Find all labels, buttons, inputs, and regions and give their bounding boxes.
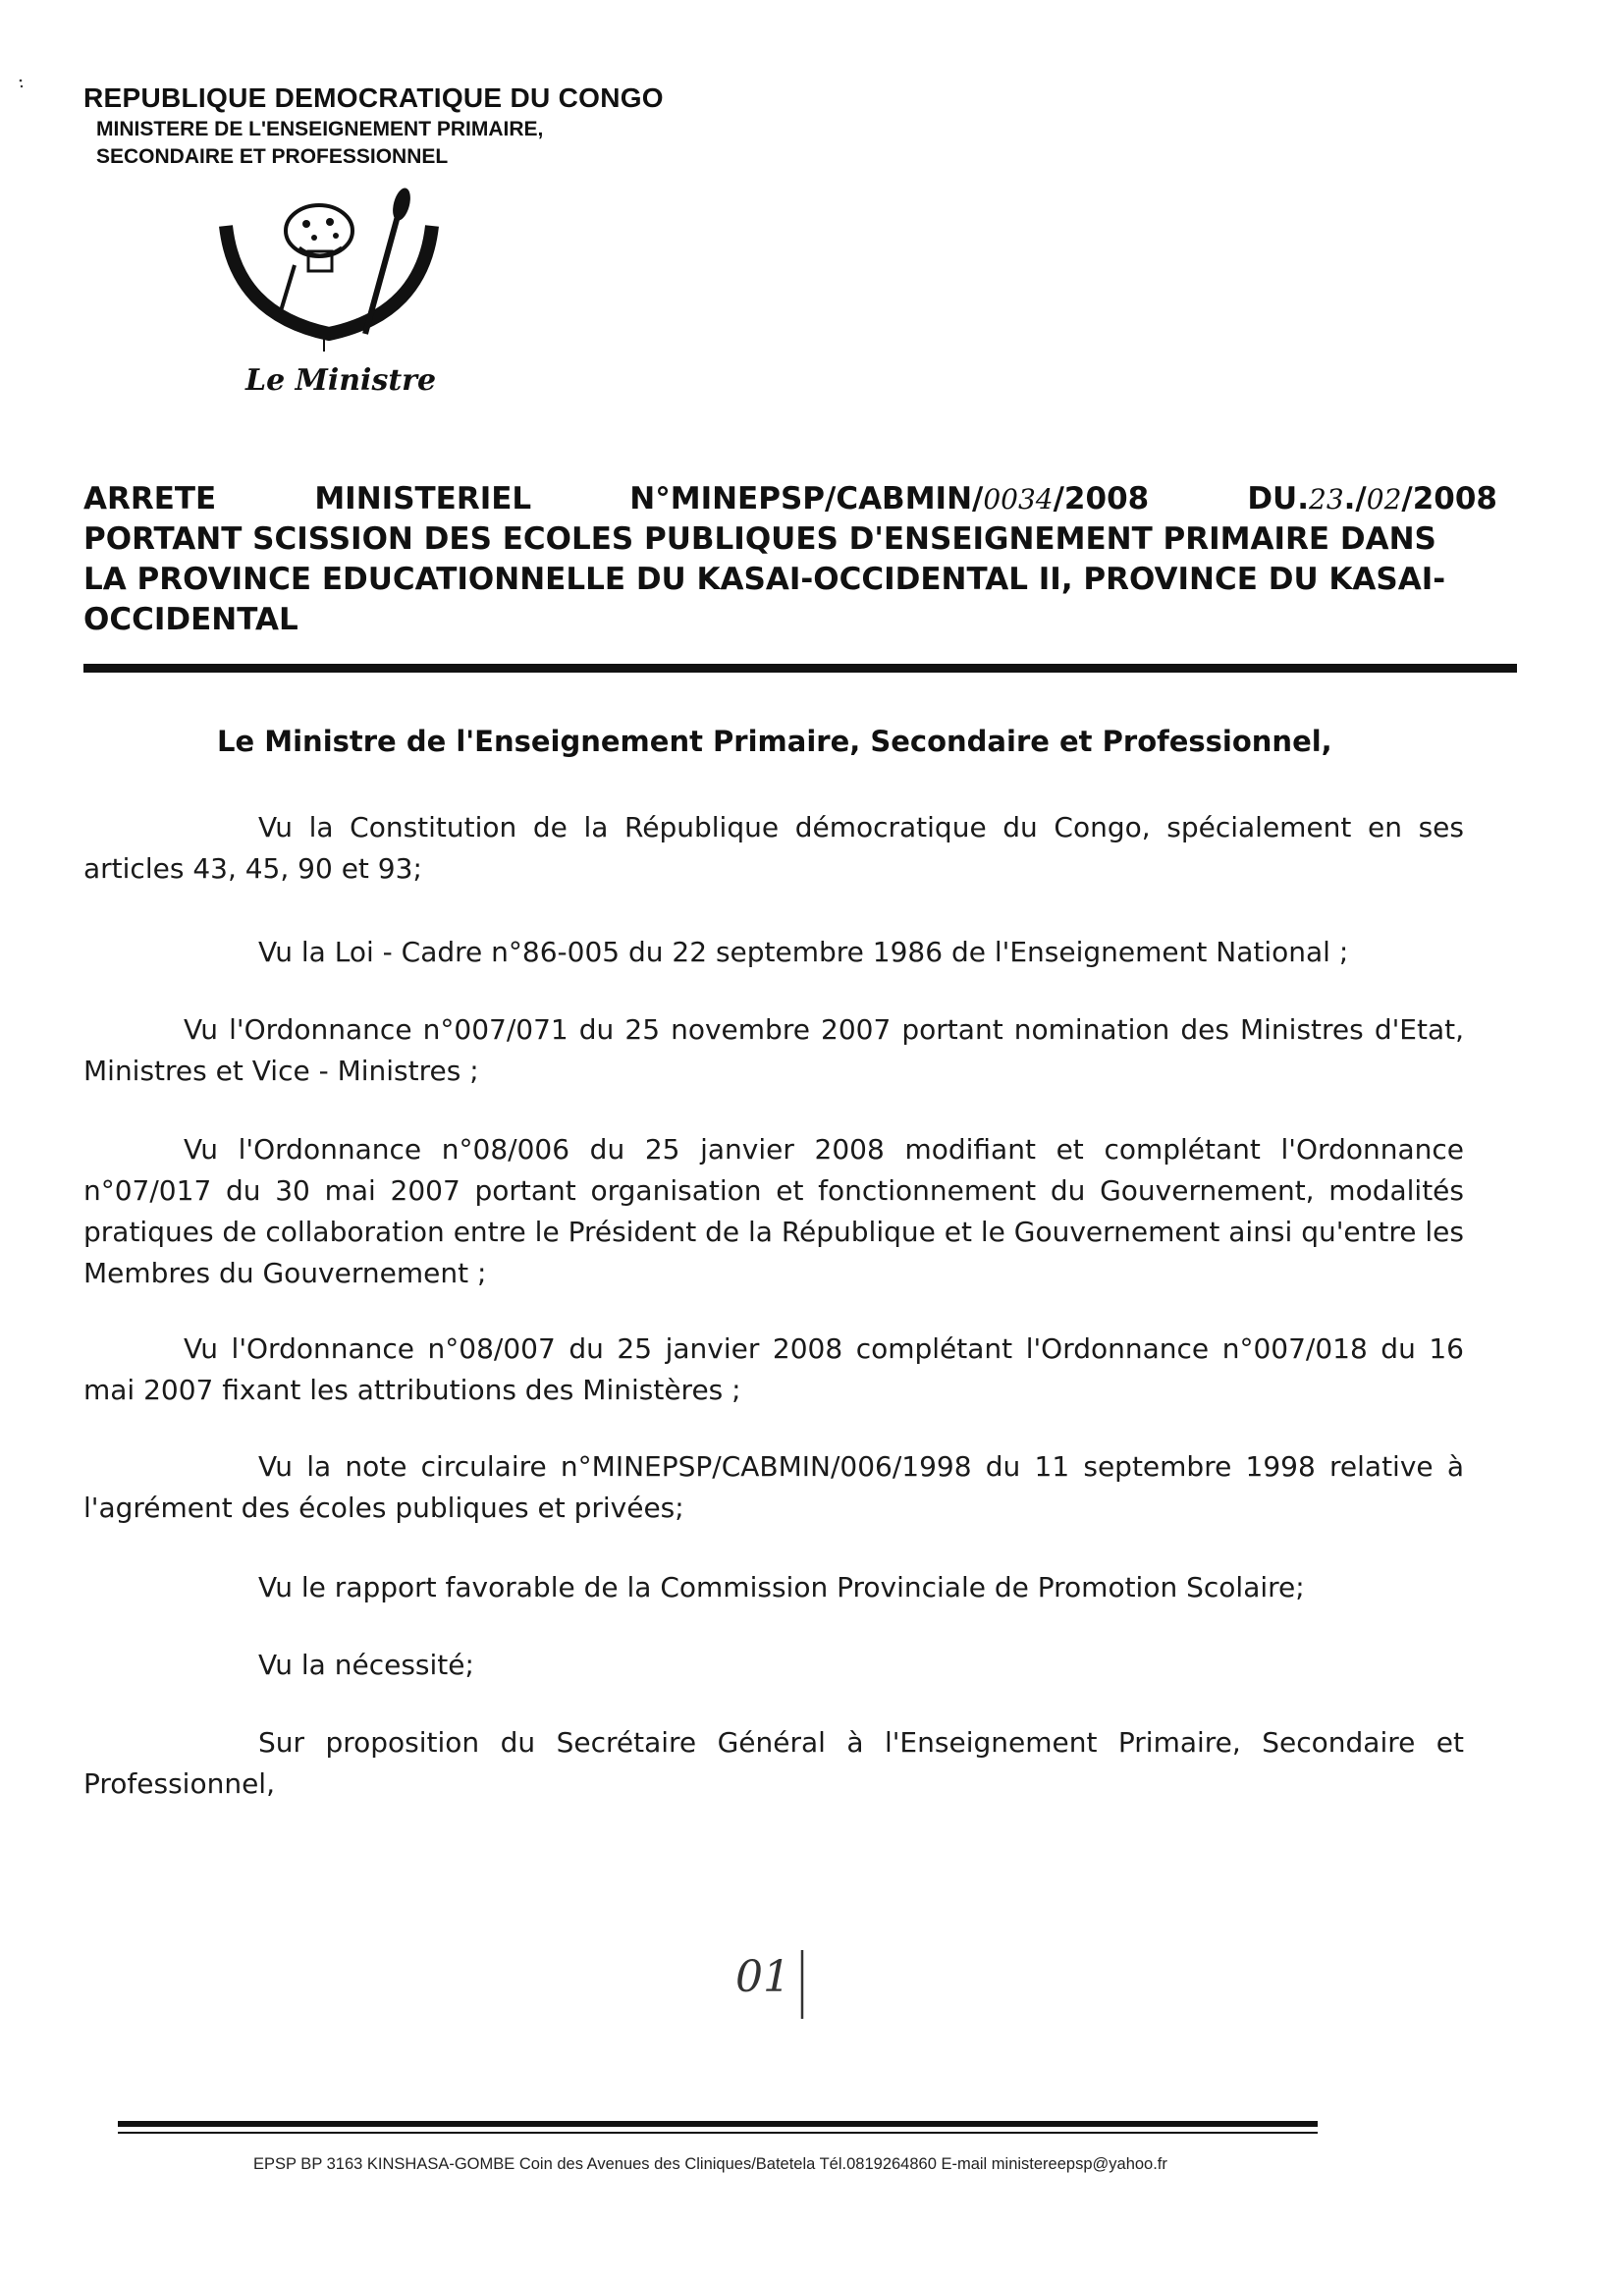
handwritten-reference-number: 0034 xyxy=(983,483,1054,516)
scan-speck-icon xyxy=(18,79,27,88)
reference-prefix: N°MINEPSP/CABMIN/ xyxy=(629,481,984,516)
handwritten-date-day: 23 xyxy=(1309,483,1344,516)
footer-address: EPSP BP 3163 KINSHASA-GOMBE Coin des Avenues des Cliniques/Batetela Tél.0819264860 E-mail ministereepsp@yahoo.fr xyxy=(253,2155,1167,2173)
title-word-ministeriel: MINISTERIEL xyxy=(314,481,532,516)
signatory-title: Le Ministre xyxy=(245,363,437,398)
recital-loi-cadre: Vu la Loi - Cadre n°86-005 du 22 septembre 1986 de l'Enseignement National ; xyxy=(258,936,1349,968)
preamble-intro: Le Ministre de l'Enseignement Primaire, Secondaire et Professionnel, xyxy=(217,725,1332,758)
date-separator: ./ xyxy=(1343,481,1367,516)
recital-rapport-favorable: Vu le rapport favorable de la Commission Provinciale de Promotion Scolaire; xyxy=(258,1571,1305,1603)
coat-of-arms-emblem-icon xyxy=(196,187,461,353)
date-prefix: DU. xyxy=(1247,481,1309,516)
recital-ordonnance-08-006: Vu l'Ordonnance n°08/006 du 25 janvier 2008 modifiant et complétant l'Ordonnance n°07/017 du 30 mai 2007 portant organisation et fonctionnement du Gouvernement, modalités pratiques de collaboration entre le Président de la République et le Gouvernement ainsi qu'entre les Membres du Gouvernement ; xyxy=(83,1133,1464,1289)
recital-ordonnance-007-071: Vu l'Ordonnance n°007/071 du 25 novembre 2007 portant nomination des Ministres d'Etat, Ministres et Vice - Ministres ; xyxy=(83,1013,1464,1087)
svg-text:01: 01 xyxy=(735,1952,790,2002)
recital-necessite: Vu la nécessité; xyxy=(258,1649,474,1681)
footer-rule-thin xyxy=(118,2132,1318,2134)
title-word-arrete: ARRETE xyxy=(83,481,217,516)
title-line-2: PORTANT SCISSION DES ECOLES PUBLIQUES D'ENSEIGNEMENT PRIMAIRE DANS xyxy=(83,521,1436,557)
handwritten-page-number xyxy=(731,1942,830,2021)
recital-ordonnance-08-007: Vu l'Ordonnance n°08/007 du 25 janvier 2008 complétant l'Ordonnance n°007/018 du 16 mai 2007 fixant les attributions des Ministères ; xyxy=(83,1332,1464,1406)
ministry-heading-line2: SECONDAIRE ET PROFESSIONNEL xyxy=(96,145,449,168)
title-line-4: OCCIDENTAL xyxy=(83,602,298,637)
footer-rule-thick xyxy=(118,2121,1318,2127)
handwritten-date-month: 02 xyxy=(1366,483,1402,516)
date-year: /2008 xyxy=(1401,481,1497,516)
recital-proposition: Sur proposition du Secrétaire Général à l'Enseignement Primaire, Secondaire et Professionnel, xyxy=(83,1726,1464,1800)
title-divider xyxy=(83,664,1517,673)
ministry-heading-line1: MINISTERE DE L'ENSEIGNEMENT PRIMAIRE, xyxy=(96,118,544,140)
decree-reference xyxy=(629,479,1149,519)
recital-constitution: Vu la Constitution de la République démocratique du Congo, spécialement en ses articles 43, 45, 90 et 93; xyxy=(83,811,1464,885)
reference-year: /2008 xyxy=(1053,481,1150,516)
decree-date xyxy=(1247,479,1497,519)
decree-title xyxy=(83,479,1497,640)
recital-note-circulaire: Vu la note circulaire n°MINEPSP/CABMIN/006/1998 du 11 septembre 1998 relative à l'agrément des écoles publiques et privées; xyxy=(83,1450,1464,1524)
republic-heading: REPUBLIQUE DEMOCRATIQUE DU CONGO xyxy=(83,82,664,113)
title-line-3: LA PROVINCE EDUCATIONNELLE DU KASAI-OCCIDENTAL II, PROVINCE DU KASAI- xyxy=(83,562,1446,597)
